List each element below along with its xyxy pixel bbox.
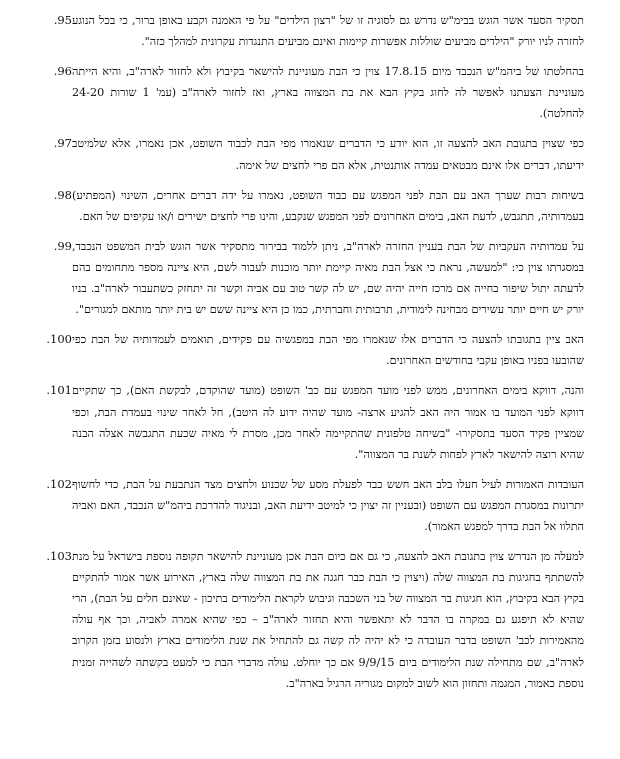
paragraph-103 [28, 546, 584, 694]
paragraph-text: העובדות האמורות לעיל חעלו בלב האב חשש כבד לפעלת מסע של שכנוע ולחצים מצד הנתבעת על הבת, כדי לחשוף יתרונות במסגרת המפגש עם השופט (ובעניין זה יצוין כי למיטב ידיעת האב, ובניגוד להדרכת ביהמ"ש הנכבד, האם ואביה התלוו אל הבת בדרך למפגש האמור). [72, 477, 584, 533]
paragraph-text: למעלה מן הנדרש צוין בתגובת האב להצעה, כי גם אם כיום הבת אכן מעוניינת להישאר תקופה נוספת בישראל על מנת להשתתף בחגיגות בת המצווה שלה (ויצוין כי הבת כבר חגגה את בת המצווה שלה בארץ, האירוע אשר אמור להתקיים בקיץ הבא בקיבוץ, הוא חגיגות בר המצווה של בני השכבה וגיבוש לקראת הלימודים בתיכון - שאינם חלים על הבת), הרי שהיא לא תיפגע גם במקרה בו הדבר לא יתאפשר והיא תחזור לארה"ב – כפי שהיא אמרה לאביה, וכך אף עולה מהאמירות לכב' השופט בדבר העובדה כי לא יהיה לה קשה גם להתחיל את שנת הלימודים בארץ ולנסוע בזמן הקרוב לארה"ב, שם מתחילה שנת הלימודים ביום 9/9/15 אם כך יוחלט. עולה מדברי הבת כי למעט בקשתה לשהייה זמנית נוספת כאמור, המגמה ותחזון הוא לשוב למקום מגוריה הרגיל בארה"ב. [72, 550, 584, 690]
paragraph-number: .102 [46, 476, 72, 491]
paragraph-text: והנה, דווקא בימים האחרונים, ממש לפני מועד המפגש עם כב' השופט (מועד שהוקדם, לבקשת האם), כך שתקיים דווקא לפני המועד בו אמור היה האב להגיע ארצה- מועד שהיה ידוע לה היטב), חל לאחר שינוי בעמדת הבת, וכפי שמציין פקיד הסעד בתסקירו- "בשיחה טלפונית שהתקיימה לאחר מכן, מסרת לי מאיה שכעת התגבשה אצלה הבנה שהיא רוצה להישאר לארץ לפחות לשנת בר המצווה". [72, 384, 584, 461]
paragraph-96 [28, 61, 584, 124]
paragraph-text: בהחלטתו של ביהמ"ש הנכבד מיום 17.8.15 צוין כי הבת מעוניינת להישאר בקיבוץ ולא לחזור לארה"ב, והיא הייתה מעוניינת הצעתנו לאפשר לה לחוג בקיץ הבא את בת המצווה בארץ, ואז לחזור לארה"ב (עמ' 1 שורות 24-20 להחלטה). [72, 65, 584, 121]
paragraph-number: .96 [53, 64, 72, 79]
paragraph-102 [28, 474, 584, 537]
paragraph-number: .99 [53, 238, 72, 253]
paragraph-text: על עמדותיה העקביות של הבת בעניין החזרה לארה"ב, ניתן ללמוד בבירור מתסקיר אשר הוגש לבית המשפט הנכבד, במסגרתו צוין כי: "למעשה, נראת כי אצל הבת מאיה קיימת יותר מוכנות לעבור לשם, היא ציינה מספר מתחומים בהם לדעתה יתול שיפור בחייה אם מרכז חייה יהיה שם, יש לה קשר טוב עם אביה וקשר זה יתחזק כשתעבור לארה"ב. בניו יורק יש חיים יותר עשירים מבחינה לימודית, תרבותית וחברתית, כמו כן היא ציינה ששם יש בית יותר מותאם למגורים". [72, 239, 584, 317]
paragraph-number: .97 [53, 136, 72, 151]
paragraph-text: כפי שצוין בתגובת האב להצעה זו, הוא יודע כי הדברים שנאמרו מפי הבת לכבוד השופט, אכן נאמרו, אלא שלמיטב ידיעתו, דברים אלו אינם מבטאים עמדה אותנטית, אלא הם פרי לחצים של אימה. [72, 137, 584, 172]
paragraph-number: .100 [46, 332, 72, 347]
paragraph-95 [28, 10, 584, 52]
paragraph-97 [28, 133, 584, 175]
paragraph-number: .95 [53, 13, 72, 27]
paragraph-number: .98 [53, 187, 72, 202]
paragraph-text: בשיחות רבות שערך האב עם הבת לפני המפגש עם כבוד השופט, נאמרו על ידה דברים אחרים, השינוי (המפתיע) בעמדותיה, תתגבש, לדעת האב, בימים האחרונים לפני המפגש שנקבע, והינו פרי לחצים ישירים ו/או עקיפים של האם. [72, 188, 584, 223]
paragraph-text: האב ציין בתגובתו להצעה כי הדברים אלו שנאמרו מפי הבת במפגשיה עם פקידים, תואמים לעמדותיה של הבת כפי שהובעו בפניו באופן עקבי בחודשים האחרונים. [72, 333, 584, 368]
paragraph-98 [28, 185, 584, 227]
paragraph-number: .101 [46, 383, 72, 398]
paragraph-99 [28, 236, 584, 320]
paragraph-100 [28, 329, 584, 371]
paragraph-number: .103 [46, 549, 72, 564]
paragraph-text: תסקיר הסעד אשר הוגש בבימ"ש נדרש גם לסוגיה זו של "רצון הילדים" על פי האמנה וקבע באופן ברור, כי בכל הנוגע לחזרה לניו יורק "הילדים מביעים שוללות אפשרות קיימות ואינם מביעים התנגדות עקרונית למהלך כזה". [72, 14, 584, 49]
paragraph-101 [28, 380, 584, 464]
